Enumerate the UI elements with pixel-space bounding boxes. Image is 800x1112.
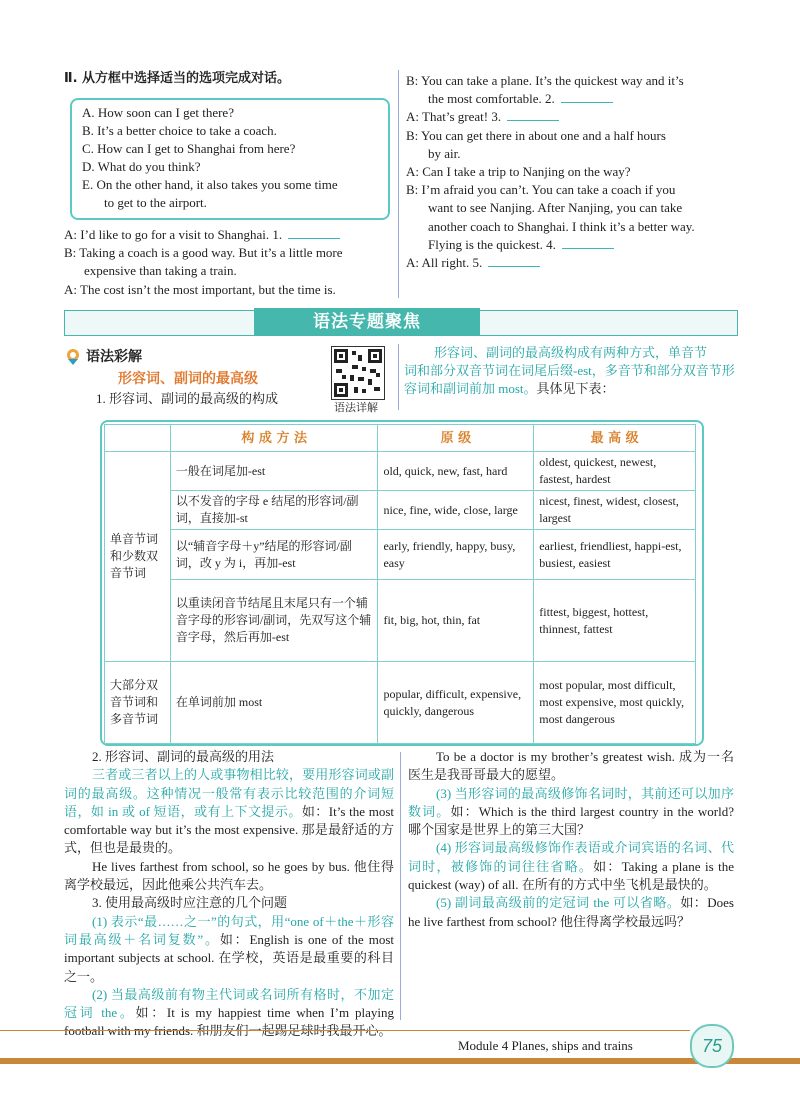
cell-method: 在单词前加 most [170,662,378,744]
group-label-2: 大部分双音节词和多音节词 [105,662,171,744]
usage-right-column [408,748,734,931]
superlative-table [104,424,696,744]
footer-rule [0,1030,690,1031]
intro-line-1: 形容词、副词的最高级构成有两种方式，单音节 [434,345,708,360]
cell-superlative: most popular, most difficult, most expensive, most quickly, most dangerous [534,662,696,744]
section-heading: Ⅱ. 从方框中选择适当的选项完成对话。 [64,71,291,86]
option-item: C. How can I get to Shanghai from here? [82,141,296,156]
column-divider-bottom [400,752,401,1020]
dialog-line: expensive than taking a train. [84,263,237,279]
column-divider-mid [398,344,399,410]
note-1: (1) 表示“最……之一”的句式，用“one of＋the＋形容词最高级＋名词复数”。如：English is one of the most important subjects at school. 在学校，英语是最重要的科目之一。 [64,913,394,984]
header-method: 构 成 方 法 [170,425,378,452]
usage-para-4: To be a doctor is my brother’s greatest wish. 成为一名医生是我哥哥最大的愿望。 [408,749,734,783]
note-3: (3) 当形容词的最高级修饰名词时，其前还可以加序数词。如：Which is the third largest country in the world? 哪个国家是世界上的第三大国？ [408,785,734,838]
intro-line-2: 词和部分双音节词在词尾后缀-est，多音节和部分双音节形 [404,363,735,378]
note-4: (4) 形容词最高级修饰作表语或介词宾语的名词、代词时，被修饰的词往往省略。如：Taking a plane is the quickest (way) of all. 在所有的方式中坐飞机是最快的。 [408,840,734,893]
option-item: D. What do you think? [82,159,201,174]
table-header-row [105,425,696,452]
grammar-subtitle: 形容词、副词的最高级 [118,371,258,387]
table-row [105,530,696,580]
header-base: 原 级 [378,425,534,452]
dialog-line: by air. [428,145,461,161]
table-row [105,662,696,744]
qr-code[interactable] [331,346,385,400]
qr-caption: 语法详解 [334,402,378,414]
table-row [105,580,696,662]
cell-superlative: fittest, biggest, hottest, thinnest, fattest [534,580,696,662]
answer-blank[interactable] [562,236,614,249]
cell-method: 一般在词尾加-est [170,452,378,491]
option-item: B. It’s a better choice to take a coach. [82,123,277,138]
dialog-line: want to see Nanjing. After Nanjing, you can take [428,200,683,216]
note-5: (5) 副词最高级前的定冠词 the 可以省略。如：Does he live farthest from school? 他住得离学校最远吗？ [408,895,734,929]
cell-superlative: earliest, friendliest, happi-est, busiest, easiest [534,530,696,580]
column-divider-top [398,70,399,298]
module-title: Module 4 Planes, ships and trains [458,1038,633,1053]
answer-blank[interactable] [288,226,340,239]
dialog-line: B: Taking a coach is a good way. But it’s a little more [64,245,343,261]
table-row [105,491,696,530]
intro-line-3: 容词和副词前加 most。具体见下表： [404,381,615,396]
usage-heading: 2. 形容词、副词的最高级的用法 [92,749,275,764]
dialog-line: A: I’d like to go for a visit to Shanghai. 1. [64,226,340,244]
cell-base: nice, fine, wide, close, large [378,491,534,530]
dialog-line: B: I’m afraid you can’t. You can take a coach if you [406,182,676,198]
header-empty [105,425,171,452]
dialog-line: the most comfortable. 2. [428,90,613,108]
notes-heading: 3. 使用最高级时应注意的几个问题 [92,895,288,911]
usage-left-column [64,748,394,1041]
dialog-line: A: That’s great! 3. [406,108,559,126]
option-item: to get to the airport. [104,195,207,210]
usage-para-1: 三者或三者以上的人或事物相比较，要用形容词或副词的最高级。这种情况一般常有表示比较范围的介词短语，如 in 或 of 短语，或有上下文提示。如：It’s the most comfortable way but it’s the most expensive. 那是最舒适的方式，但也是最贵的。 [64,767,394,856]
dialog-line: A: All right. 5. [406,254,540,272]
dialog-line: B: You can take a plane. It’s the quickest way and it’s [406,73,684,88]
page-number: 75 [690,1024,734,1068]
grammar-label: 语法彩解 [86,349,142,365]
dialog-line: Flying is the quickest. 4. [428,236,614,254]
location-pin-icon [64,348,82,366]
header-superlative: 最 高 级 [534,425,696,452]
usage-para-2: He lives farthest from school, so he goes by bus. 他住得离学校最远，因此他乘公共汽车去。 [64,858,394,893]
option-item: A. How soon can I get there? [82,105,234,120]
option-item: E. On the other hand, it also takes you some time [82,177,338,192]
cell-superlative: oldest, quickest, newest, fastest, hardest [534,452,696,491]
cell-superlative: nicest, finest, widest, closest, largest [534,491,696,530]
cell-method: 以“辅音字母＋y”结尾的形容词/副词，改 y 为 i，再加-est [170,530,378,580]
cell-base: popular, difficult, expensive, quickly, dangerous [378,662,534,744]
point-1: 1. 形容词、副词的最高级的构成 [96,391,279,406]
dialog-line: another coach to Shanghai. I think it’s a better way. [428,218,695,234]
dialog-line: A: Can I take a trip to Nanjing on the way? [406,164,631,179]
group-label-1: 单音节词和少数双音节词 [105,452,171,662]
cell-base: early, friendly, happy, busy, easy [378,530,534,580]
answer-blank[interactable] [507,108,559,121]
dialog-line: A: The cost isn’t the most important, but the time is. [64,281,336,297]
answer-blank[interactable] [488,254,540,267]
dialog-line: B: You can get there in about one and a half hours [406,127,666,143]
note-2: (2) 当最高级前有物主代词或名词所有格时，不加定冠词 the。如：It is my happiest time when I’m playing [64,986,394,1021]
cell-method: 以不发音的字母 e 结尾的形容词/副词，直接加-st [170,491,378,530]
answer-blank[interactable] [561,90,613,103]
banner-title: 语法专题聚焦 [254,308,480,336]
cell-base: old, quick, new, fast, hard [378,452,534,491]
cell-method: 以重读闭音节结尾且末尾只有一个辅音字母的形容词/副词，先双写这个辅音字母，然后再加-est [170,580,378,662]
cell-base: fit, big, hot, thin, fat [378,580,534,662]
table-row [105,452,696,491]
footer-bar [0,1058,800,1064]
